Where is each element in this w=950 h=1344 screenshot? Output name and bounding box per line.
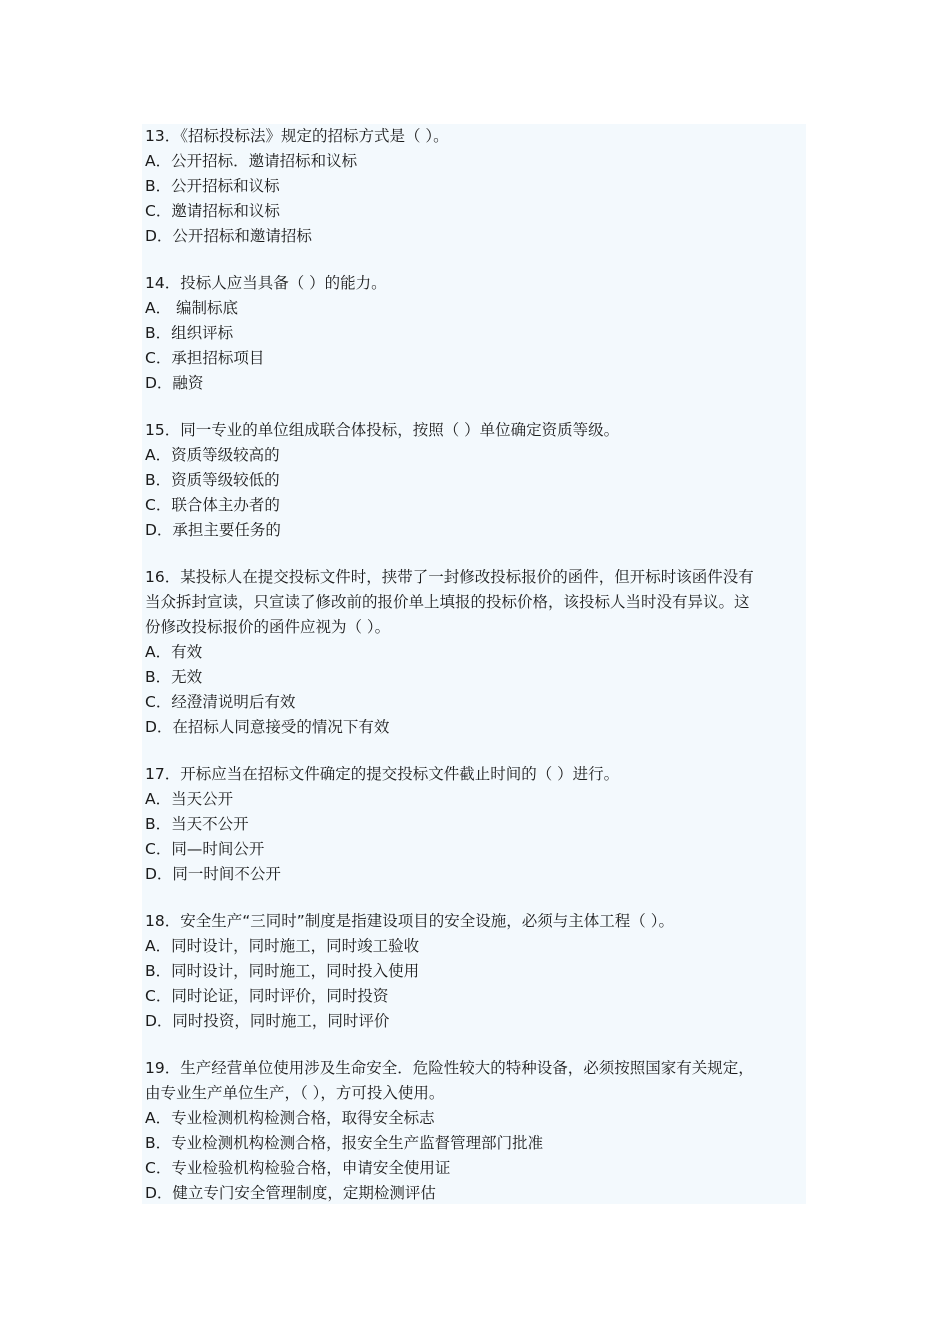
option-b: B．无效 bbox=[145, 668, 203, 686]
question-stem-line-3: 份修改投标报价的函件应视为（ ）。 bbox=[145, 618, 391, 636]
option-d: D．同时投资，同时施工，同时评价 bbox=[145, 1012, 390, 1030]
option-a: A．有效 bbox=[145, 643, 203, 661]
option-d: D．在招标人同意接受的情况下有效 bbox=[145, 718, 390, 736]
question-17 bbox=[145, 762, 805, 887]
option-b: B．组织评标 bbox=[145, 324, 234, 342]
question-16 bbox=[145, 565, 805, 740]
option-d: D．承担主要任务的 bbox=[145, 521, 281, 539]
option-b: B．专业检测机构检测合格，报安全生产监督管理部门批准 bbox=[145, 1134, 544, 1152]
option-c: C．邀请招标和议标 bbox=[145, 202, 280, 220]
question-stem: 15．同一专业的单位组成联合体投标，按照（ ）单位确定资质等级。 bbox=[145, 421, 620, 439]
question-stem-line-2: 由专业生产单位生产，（ ），方可投入使用。 bbox=[145, 1084, 445, 1102]
option-c: C．联合体主办者的 bbox=[145, 496, 280, 514]
option-a: A． 编制标底 bbox=[145, 299, 239, 317]
question-stem-line-1: 16．某投标人在提交投标文件时，挟带了一封修改投标报价的函件，但开标时该函件没有 bbox=[145, 568, 754, 586]
option-d: D．公开招标和邀请招标 bbox=[145, 227, 312, 245]
question-stem: 13．《招标投标法》规定的招标方式是（ ）。 bbox=[145, 127, 449, 145]
question-stem-line-2: 当众拆封宣读，只宣读了修改前的报价单上填报的投标价格，该投标人当时没有异议。这 bbox=[145, 593, 750, 611]
question-stem-line-1: 19．生产经营单位使用涉及生命安全．危险性较大的特种设备，必须按照国家有关规定， bbox=[145, 1059, 754, 1077]
option-d: D．同一时间不公开 bbox=[145, 865, 281, 883]
option-b: B．当天不公开 bbox=[145, 815, 249, 833]
option-a: A．专业检测机构检测合格，取得安全标志 bbox=[145, 1109, 435, 1127]
option-c: C．同时论证，同时评价，同时投资 bbox=[145, 987, 389, 1005]
option-c: C．专业检验机构检验合格，申请安全使用证 bbox=[145, 1159, 451, 1177]
question-14 bbox=[145, 271, 805, 396]
question-19 bbox=[145, 1056, 805, 1206]
option-c: C．经澄清说明后有效 bbox=[145, 693, 296, 711]
question-15 bbox=[145, 418, 805, 543]
option-c: C．同—时间公开 bbox=[145, 840, 265, 858]
option-d: D．融资 bbox=[145, 374, 204, 392]
option-c: C．承担招标项目 bbox=[145, 349, 265, 367]
option-b: B．资质等级较低的 bbox=[145, 471, 280, 489]
option-b: B．同时设计，同时施工，同时投入使用 bbox=[145, 962, 420, 980]
option-a: A．当天公开 bbox=[145, 790, 234, 808]
question-13 bbox=[145, 124, 805, 249]
question-stem: 17．开标应当在招标文件确定的提交投标文件截止时间的（ ）进行。 bbox=[145, 765, 620, 783]
question-stem: 14．投标人应当具备（ ）的能力。 bbox=[145, 274, 387, 292]
question-18 bbox=[145, 909, 805, 1034]
option-b: B．公开招标和议标 bbox=[145, 177, 280, 195]
option-a: A．公开招标．邀请招标和议标 bbox=[145, 152, 358, 170]
option-a: A．资质等级较高的 bbox=[145, 446, 280, 464]
option-a: A．同时设计，同时施工，同时竣工验收 bbox=[145, 937, 420, 955]
question-stem: 18．安全生产“三同时”制度是指建设项目的安全设施，必须与主体工程（ ）。 bbox=[145, 912, 674, 930]
document-page bbox=[142, 124, 806, 1204]
option-d: D．健立专门安全管理制度，定期检测评估 bbox=[145, 1184, 436, 1202]
